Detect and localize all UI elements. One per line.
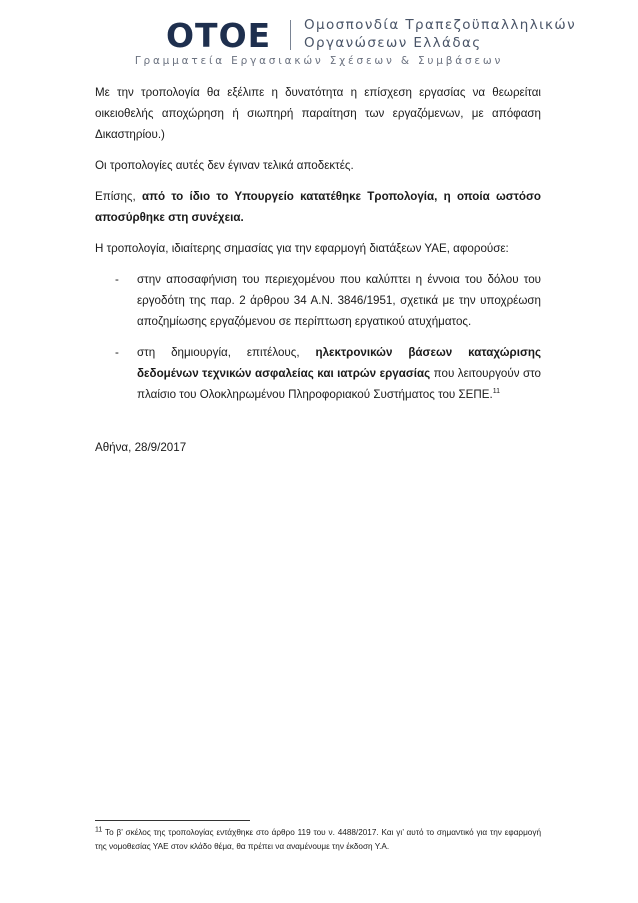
bullet-1-text: στην αποσαφήνιση του περιεχομένου που καλύπτει η έννοια του δόλου του εργοδότη της παρ. 2 άρθρου 34 Α.Ν. 3846/1951, σχετικά με την υποχρέωση αποζημίωσης εργαζόμενου σε περίπτωση εργατικού ατυχήματος.: [137, 273, 541, 328]
bullet-dash: -: [115, 273, 119, 286]
paragraph-4: Η τροπολογία, ιδιαίτερης σημασίας για την εφαρμογή διατάξεων ΥΑΕ, αφορούσε:: [95, 242, 509, 255]
paragraph-3-lead: Επίσης,: [95, 190, 142, 203]
bullet-2-lead: στη δημιουργία, επιτέλους,: [137, 346, 316, 359]
letterhead: [0, 0, 638, 72]
footnote-reference[interactable]: 11: [492, 388, 500, 396]
paragraph-3: [95, 186, 541, 228]
otoe-logo: ΟΤΟΕ: [166, 16, 272, 55]
list-item: [95, 342, 541, 405]
signature-date: Αθήνα, 28/9/2017: [95, 441, 187, 454]
footnote-number: 11: [95, 826, 103, 834]
list-item: [95, 269, 541, 332]
footnote-divider: [95, 820, 250, 821]
document-body: [95, 82, 541, 458]
bullet-2-tail: που λειτουργούν στο πλαίσιο του Ολοκληρωμένου Πληροφοριακού Συστήματος του ΣΕΠΕ.: [137, 367, 541, 401]
bullet-2-bold: ηλεκτρονικών βάσεων καταχώρισης δεδομένων τεχνικών ασφαλείας και ιατρών εργασίας: [137, 346, 541, 380]
footnote: [95, 826, 541, 854]
bullet-dash: -: [115, 346, 119, 359]
department-name: Γραμματεία Εργασιακών Σχέσεων & Συμβάσεων: [134, 55, 504, 67]
paragraph-1: Με την τροπολογία θα εξέλιπε η δυνατότητα η επίσχεση εργασίας να θεωρείται οικειοθελής αποχώρηση ή σιωπηρή παραίτηση των εργαζόμενων, με απόφαση Δικαστηρίου.): [95, 86, 541, 141]
org-name-line1: Ομοσπονδία Τραπεζοϋπαλληλικών: [304, 17, 577, 33]
paragraph-2: Οι τροπολογίες αυτές δεν έγιναν τελικά αποδεκτές.: [95, 159, 354, 172]
org-name-line2: Οργανώσεων Ελλάδας: [304, 35, 482, 51]
paragraph-3-bold: από το ίδιο το Υπουργείο κατατέθηκε Τροπολογία, η οποία ωστόσο αποσύρθηκε στη συνέχεια.: [95, 190, 541, 224]
footnote-text: Το β’ σκέλος της τροπολογίας εντάχθηκε στο άρθρο 119 του ν. 4488/2017. Και γι’ αυτό το σημαντικό για την εφαρμογή της νομοθεσίας ΥΑΕ στον κλάδο θέμα, θα πρέπει να αναμένουμε την έκδοση Υ.Α.: [95, 828, 541, 851]
logo-divider: [290, 20, 291, 50]
